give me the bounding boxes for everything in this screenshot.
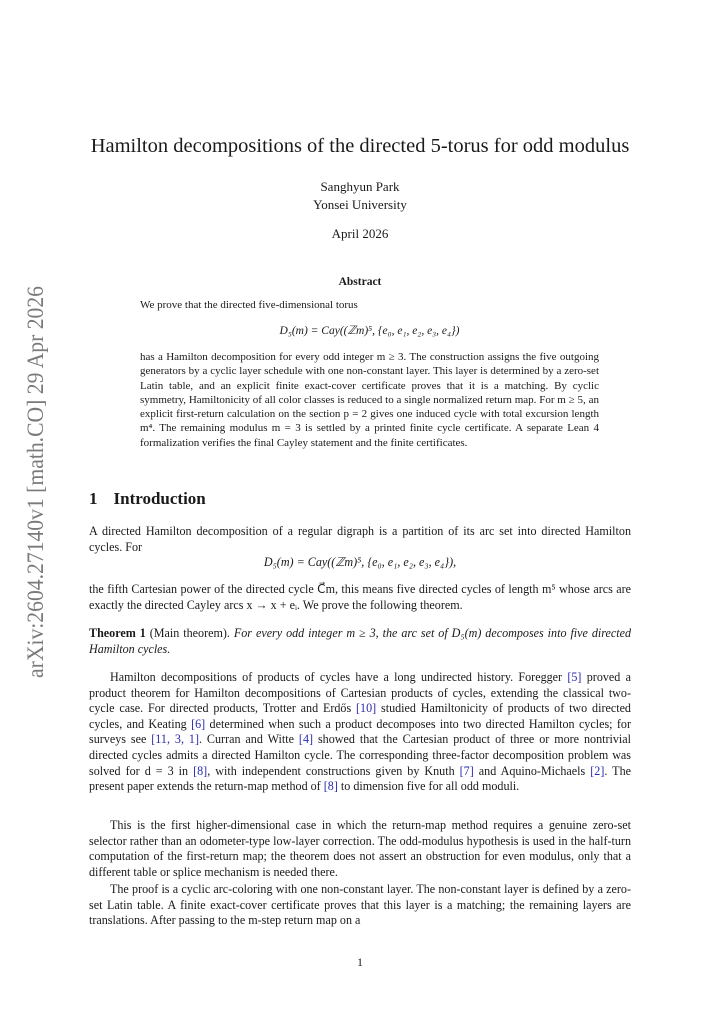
theorem-block [89,626,631,657]
abstract-heading: Abstract [338,276,382,288]
para2-text: , with independent constructions given by Knuth [207,763,460,778]
paper-date: April 2026 [331,226,389,241]
citation-link[interactable]: [10] [356,701,377,716]
intro-paragraph-3-text: This is the first higher-dimensional case in which the return-map method requires a genuine zero-set selector rather than an odometer-type low-layer correction. The odd-modulus hypothesis is used in the half-turn computation of the first-return map; the theorem does not assert an obstruction for even modulus, only that a different table or splice mechanism is needed there. [89,818,631,879]
intro-paragraph-4 [89,882,631,929]
citation-link[interactable]: [8] [193,763,208,778]
intro-paragraph-1a [89,524,631,555]
para2-text: to dimension five for all odd moduli. [337,779,520,794]
author-affiliation: Yonsei University [313,197,407,212]
abstract-formula: D₅(m) = Cay((ℤm)⁵, {e₀, e₁, e₂, e₃, e₄}) [279,325,460,337]
para2-text: showed that the Cartesian product of three or more nontrivial directed cycles admits a directed Hamilton cycle. The corresponding three-factor decomposition problem was solved for d = 3 in [89,732,631,778]
intro-paragraph-4-text: The proof is a cyclic arc-coloring with one non-constant layer. The non-constant layer is defined by a zero-set Latin table. A finite exact-cover certificate proves that this layer is a matching; the remaining layers are translations. After passing to the m-step return map on a [89,882,631,928]
para2-text: determined when such a product decomposes into two directed Hamilton cycles; for surveys see [89,716,631,747]
intro-paragraph-1b-text: the fifth Cartesian power of the directed cycle C⃗m, this means five directed cycles of length m⁵ whose arcs are exactly the directed Cayley arcs x → x + eᵢ. We prove the following theorem. [89,582,631,612]
paper-title: Hamilton decompositions of the directed 5-torus for odd modulus [90,135,630,157]
page-number: 1 [357,955,363,969]
author-name: Sanghyun Park [320,179,400,194]
citation-link[interactable]: [5] [567,670,582,684]
abstract-intro-text: We prove that the directed five-dimensional torus [140,299,358,311]
para2-text: and Aquino-Michaels [473,763,591,778]
section-number: 1 [89,489,98,508]
para2-text: . Curran and Witte [198,732,299,747]
intro-paragraph-1a-text: A directed Hamilton decomposition of a regular digraph is a partition of its arc set into directed Hamilton cycles. For [89,524,631,554]
theorem-label: Theorem 1 [89,626,146,640]
section-title: Introduction [113,489,206,508]
abstract-intro [140,298,599,312]
citation-link[interactable]: [8] [323,779,338,794]
para2-text: Hamilton decompositions of products of cycles have a long undirected history. Foregger [110,670,568,684]
arxiv-sidebar-stamp [14,282,54,678]
citation-link[interactable]: [2] [590,763,605,778]
arxiv-id-text: arXiv:2604.27140v1 [math.CO] 29 Apr 2026 [23,282,48,678]
para2-text: proved a product theorem for Hamilton decompositions of Cartesian products of cycles, extending the classical two-cycle case. For directed products, Trotter and Erdős [89,670,632,716]
abstract-body [140,350,599,450]
theorem-statement: For every odd integer m ≥ 3, the arc set of D₅(m) decomposes into five directed Hamilton cycles. [89,626,632,656]
para2-text: . The present paper extends the return-map method of [89,763,631,794]
intro-paragraph-1b [89,582,631,613]
arxiv-stamp-svg [14,282,54,678]
citation-link[interactable]: [6] [191,716,206,731]
section-heading [89,489,206,509]
citation-link[interactable]: [11, 3, 1] [151,732,199,747]
citation-link[interactable]: [7] [459,763,474,778]
para2-text: studied Hamiltonicity of products of two directed cycles, and Keating [89,701,631,731]
theorem-note: (Main theorem). [149,626,230,640]
intro-formula: D₅(m) = Cay((ℤm)⁵, {e₀, e₁, e₂, e₃, e₄}), [263,555,457,569]
abstract-body-text: has a Hamilton decomposition for every odd integer m ≥ 3. The construction assigns the five outgoing generators by a cyclic layer schedule with one non-constant layer. This layer is determined by a zero-set Latin table, and an explicit finite exact-cover certificate proves that it is a matching. By cyclic symmetry, Hamiltonicity of all color classes is reduced to a single normalized return map. For m ≥ 5, an explicit first-return calculation on the section p = 2 gives one induced cycle with total excursion length m⁴. The remaining modulus m = 3 is settled by a printed finite cycle certificate. A separate Lean 4 formalization verifies the final Cayley statement and the finite certificates. [140,351,599,449]
intro-paragraph-2 [89,670,631,795]
intro-paragraph-3 [89,818,631,880]
citation-link[interactable]: [4] [298,732,314,747]
